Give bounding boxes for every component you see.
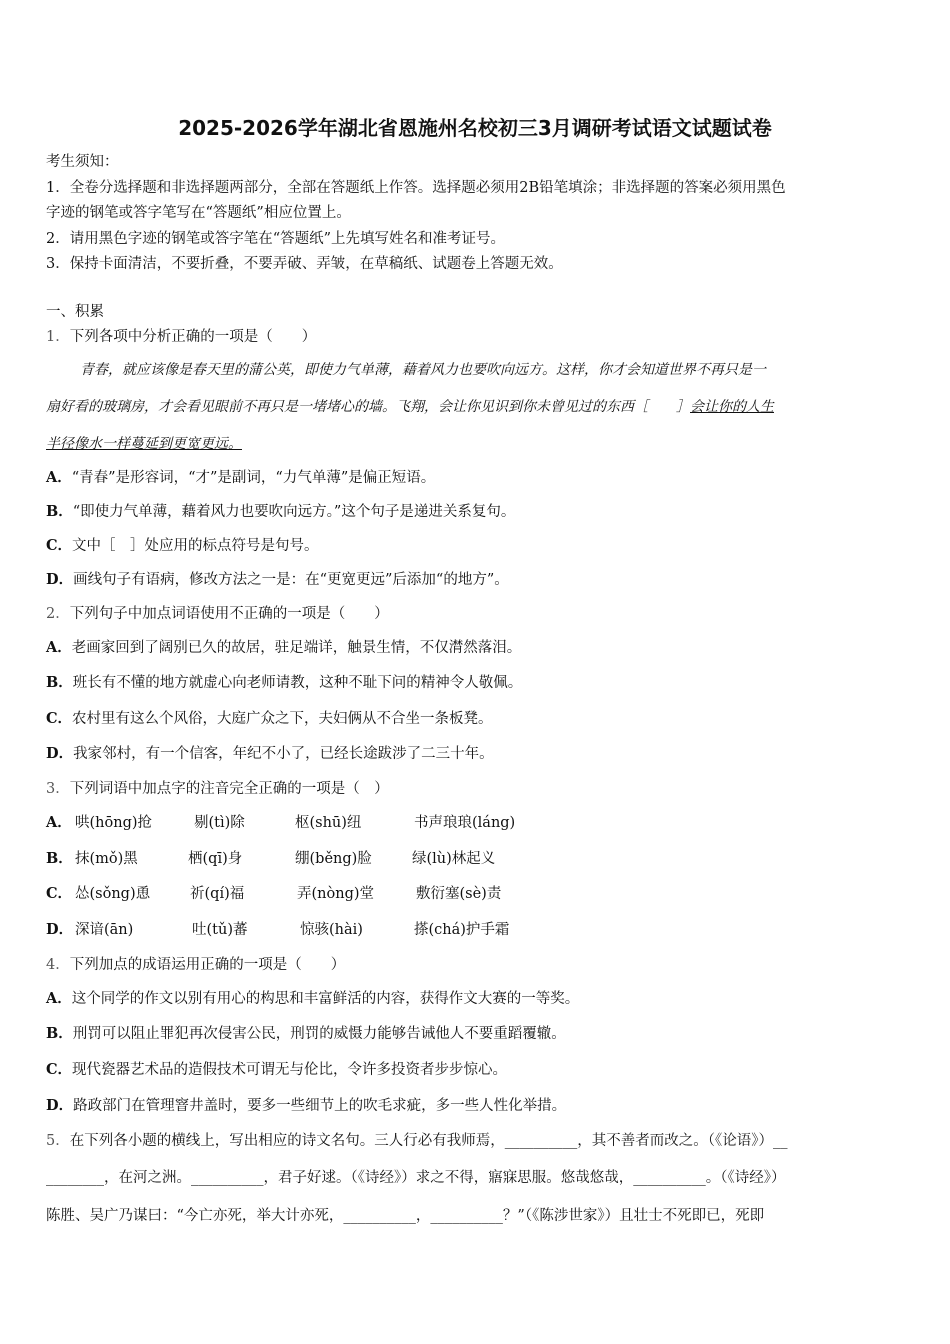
option-b: B．班长有不懂的地方就虚心向老师请教，这种不耻下问的精神令人敬佩。	[46, 674, 523, 691]
option-c: C．文中［ ］处应用的标点符号是句号。	[46, 537, 319, 554]
question-number: 3．	[46, 781, 70, 797]
pinyin-item: 书声琅琅(láng)	[414, 815, 516, 831]
question-1-stem	[46, 327, 316, 347]
pinyin-item: 枢(shū)纽	[295, 815, 362, 831]
notice-item: 字迹的钢笔或答字笔写在“答题纸”相应位置上。	[46, 205, 351, 221]
pinyin-item: 哄(hōng)抢	[75, 815, 153, 831]
question-5-line: 陈胜、吴广乃谋曰：“今亡亦死，举大计亦死，__________，__________？”（《陈涉世家》）且壮士不死即已，死即	[46, 1208, 765, 1224]
pinyin-item: 惊骇(hài)	[300, 922, 363, 938]
passage-line	[46, 397, 774, 417]
option-d: D．画线句子有语病，修改方法之一是：在“更宽更远”后添加“的地方”。	[46, 571, 509, 588]
question-text: 下列各项中分析正确的一项是（ ）	[69, 329, 317, 345]
pinyin-item: 吐(tǔ)蕃	[192, 922, 248, 938]
question-text: 下列词语中加点字的注音完全正确的一项是（ ）	[69, 781, 389, 797]
pinyin-item: 抹(mǒ)黑	[75, 851, 138, 867]
underlined-sentence: 会让你的人生	[690, 399, 774, 415]
question-4-stem	[46, 955, 345, 975]
pinyin-item: 怂(sǒng)恿	[75, 886, 151, 902]
question-text: 下列加点的成语运用正确的一项是（ ）	[69, 957, 346, 973]
option-d: D．我家邻村，有一个信客，年纪不小了，已经长途跋涉了二三十年。	[46, 745, 494, 762]
pinyin-item: 弄(nòng)堂	[297, 886, 375, 902]
pinyin-item: 敷衍塞(sè)责	[416, 886, 502, 902]
underlined-sentence: 半径像水一样蔓延到更宽更远。	[46, 436, 242, 452]
option-d: D．路政部门在管理窨井盖时，要多一些细节上的吹毛求疵，多一些人性化举措。	[46, 1097, 567, 1114]
pinyin-item: 祈(qí)福	[190, 886, 245, 902]
pinyin-item: 栖(qī)身	[188, 851, 243, 867]
question-text: 下列句子中加点词语使用不正确的一项是（ ）	[69, 606, 389, 622]
pinyin-item: 搽(chá)护手霜	[414, 922, 510, 938]
option-b: B．“即使力气单薄，藉着风力也要吹向远方。”这个句子是递进关系复句。	[46, 503, 516, 520]
pinyin-item: 剔(tì)除	[194, 815, 245, 831]
question-2-stem	[46, 604, 389, 624]
question-5-line: ________，在河之洲。__________，君子好逑。（《诗经》）求之不得，寤寐思服。悠哉悠哉，__________。（《诗经》）	[46, 1170, 786, 1186]
pinyin-item: 绷(běng)脸	[295, 851, 372, 867]
question-number: 2．	[46, 606, 70, 622]
exam-page: 2025-2026学年湖北省恩施州名校初三3月调研考试语文试题试卷 考生须知： 1．全卷分选择题和非选择题两部分，全部在答题纸上作答。选择题必须用2B铅笔填涂；非选择题的答案必须用黑色 字迹的钢笔或答字笔写在“答题纸”相应位置上。 2．请用黑色字迹的钢笔或答字笔在“答题纸”上先填写姓名和准考证号。 3．保持卡面清洁，不要折叠，不要弄破、弄皱，在草稿纸、试题卷上答题无效。 一、积累 1．下列各项中分析正确的一项是（ ） 青春，就应该像是春天里的蒲公英，即使力气单薄，藉着风力也要吹向远方。这样，你才会知道世界不再只是一 扇好看的玻璃房，才会看见眼前不再只是一堵堵心的墙。飞翔，会让你见识到你未曾见过的东西［ ］会让你的人生 半径像水一样蔓延到更宽更远。 A．“青春”是形容词，“才”是副词，“力气单薄”是偏正短语。 B．“即使力气单薄，藉着风力也要吹向远方。”这个句子是递进关系复句。 C．文中［ ］处应用的标点符号是句号。 D．画线句子有语病，修改方法之一是：在“更宽更远”后添加“的地方”。 2．下列句子中加点词语使用不正确的一项是（ ） A．老画家回到了阔别已久的故居，驻足端详，触景生情，不仅潸然落泪。 B．班长有不懂的地方就虚心向老师请教，这种不耻下问的精神令人敬佩。 C．农村里有这么个风俗，大庭广众之下，夫妇俩从不合坐一条板凳。 D．我家邻村，有一个信客，年纪不小了，已经长途跋涉了二三十年。 3．下列词语中加点字的注音完全正确的一项是（ ） A． 哄(hōng)抢 剔(tì)除 枢(shū)纽 书声琅琅(láng) B． 抹(mǒ)黑 栖(qī)身 绷(běng)脸 绿(lù)林起义 C． 怂(sǒng)恿 祈(qí)福 弄(nòng)堂 敷衍塞(sè)责 D． 深谙(ān) 吐(tǔ)蕃 惊骇(hài) 搽(chá)护手霜 4．下列加点的成语运用正确的一项是（ ） A．这个同学的作文以别有用心的构思和丰富鲜活的内容，获得作文大赛的一等奖。 B．刑罚可以阻止罪犯再次侵害公民，刑罚的威慑力能够告诫他人不要重蹈覆辙。 C．现代瓷器艺术品的造假技术可谓无与伦比，令许多投资者步步惊心。 D．路政部门在管理窨井盖时，要多一些细节上的吹毛求疵，多一些人性化举措。 5．在下列各小题的横线上，写出相应的诗文名句。三人行必有我师焉，__________，其不善者而改之。（《论语》）__ ________，在河之洲。__________，君子好逑。（《诗经》）求之不得，寤寐思服。悠哉悠哉，__________。（《诗经》） 陈胜、吴广乃谋曰：“今亡亦死，举大计亦死，__________，__________？”（《陈涉世家》）且壮士不死即已，死即	[0, 0, 950, 1344]
pinyin-item: 绿(lù)林起义	[412, 851, 496, 867]
section-heading: 一、积累	[46, 304, 104, 320]
option-c: C．现代瓷器艺术品的造假技术可谓无与伦比，令许多投资者步步惊心。	[46, 1061, 508, 1078]
option-a: A．老画家回到了阔别已久的故居，驻足端详，触景生情，不仅潸然落泪。	[46, 639, 522, 656]
question-number: 5．	[46, 1133, 70, 1149]
option-c: C．农村里有这么个风俗，大庭广众之下，夫妇俩从不合坐一条板凳。	[46, 710, 493, 727]
notice-item: 3．保持卡面清洁，不要折叠，不要弄破、弄皱，在草稿纸、试题卷上答题无效。	[46, 256, 563, 272]
option-a: A．“青春”是形容词，“才”是副词，“力气单薄”是偏正短语。	[46, 469, 436, 486]
notice-item: 1．全卷分选择题和非选择题两部分，全部在答题纸上作答。选择题必须用2B铅笔填涂；非选择题的答案必须用黑色	[46, 180, 786, 196]
pinyin-item: 深谙(ān)	[75, 922, 134, 938]
passage-line: 青春，就应该像是春天里的蒲公英，即使力气单薄，藉着风力也要吹向远方。这样，你才会知道世界不再只是一	[80, 362, 766, 378]
question-3-stem	[46, 779, 389, 799]
question-5-line	[46, 1131, 787, 1151]
page-title: 2025-2026学年湖北省恩施州名校初三3月调研考试语文试题试卷	[178, 116, 772, 140]
notice-item: 2．请用黑色字迹的钢笔或答字笔在“答题纸”上先填写姓名和准考证号。	[46, 231, 506, 247]
question-number: 4．	[46, 957, 70, 973]
option-b: B．刑罚可以阻止罪犯再次侵害公民，刑罚的威慑力能够告诫他人不要重蹈覆辙。	[46, 1025, 566, 1042]
question-number: 1．	[46, 329, 70, 345]
option-a: A．这个同学的作文以别有用心的构思和丰富鲜活的内容，获得作文大赛的一等奖。	[46, 990, 580, 1007]
notice-heading: 考生须知：	[46, 154, 119, 170]
passage-text: 扇好看的玻璃房，才会看见眼前不再只是一堵堵心的墙。飞翔，会让你见识到你未曾见过的东西［ ］	[46, 399, 690, 415]
question-text: 在下列各小题的横线上，写出相应的诗文名句。三人行必有我师焉，__________，其不善者而改之。（《论语》）__	[69, 1133, 788, 1149]
